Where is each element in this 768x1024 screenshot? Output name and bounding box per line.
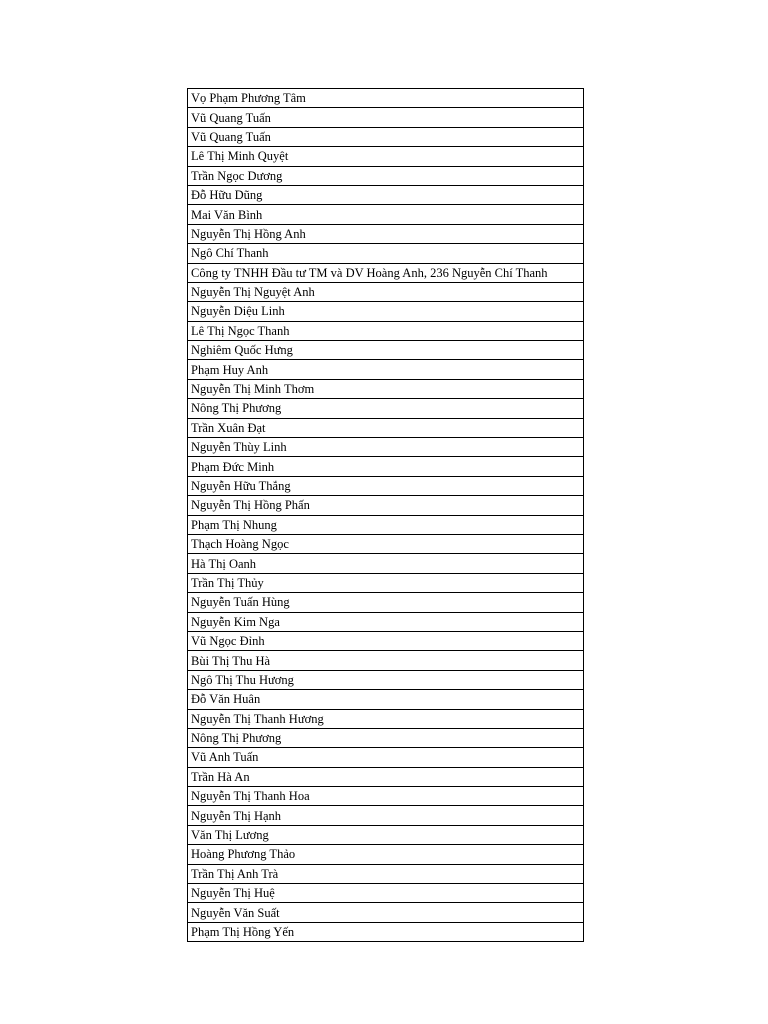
name-cell: Thạch Hoàng Ngọc bbox=[188, 534, 584, 553]
table-row bbox=[188, 360, 584, 379]
name-cell: Nguyễn Thị Thanh Hương bbox=[188, 709, 584, 728]
name-cell: Phạm Đức Minh bbox=[188, 457, 584, 476]
table-row bbox=[188, 670, 584, 689]
table-row bbox=[188, 321, 584, 340]
table-row bbox=[188, 651, 584, 670]
table-row bbox=[188, 302, 584, 321]
table-row bbox=[188, 922, 584, 941]
name-cell: Vũ Ngọc Đỉnh bbox=[188, 631, 584, 650]
name-cell: Đỗ Văn Huân bbox=[188, 690, 584, 709]
name-cell: Nguyễn Thị Thanh Hoa bbox=[188, 787, 584, 806]
name-cell: Hà Thị Oanh bbox=[188, 554, 584, 573]
table-row bbox=[188, 690, 584, 709]
table-row bbox=[188, 534, 584, 553]
name-cell: Nguyễn Thị Hồng Phấn bbox=[188, 496, 584, 515]
table-row bbox=[188, 438, 584, 457]
name-cell: Nguyễn Diệu Linh bbox=[188, 302, 584, 321]
table-row bbox=[188, 884, 584, 903]
table-row bbox=[188, 767, 584, 786]
name-cell: Văn Thị Lương bbox=[188, 825, 584, 844]
table-row bbox=[188, 89, 584, 108]
name-cell: Nông Thị Phương bbox=[188, 399, 584, 418]
table-row bbox=[188, 263, 584, 282]
table-row bbox=[188, 806, 584, 825]
table-row bbox=[188, 205, 584, 224]
table-row bbox=[188, 593, 584, 612]
table-row bbox=[188, 631, 584, 650]
table-row bbox=[188, 127, 584, 146]
table-row bbox=[188, 282, 584, 301]
name-cell: Vũ Quang Tuấn bbox=[188, 127, 584, 146]
name-cell: Nguyễn Thị Hồng Anh bbox=[188, 224, 584, 243]
table-row bbox=[188, 612, 584, 631]
name-cell: Ngô Chí Thanh bbox=[188, 244, 584, 263]
table-row bbox=[188, 903, 584, 922]
name-cell: Trần Xuân Đạt bbox=[188, 418, 584, 437]
name-cell: Vũ Anh Tuấn bbox=[188, 748, 584, 767]
table-row bbox=[188, 864, 584, 883]
name-cell: Công ty TNHH Đầu tư TM và DV Hoàng Anh, 236 Nguyễn Chí Thanh bbox=[188, 263, 584, 282]
name-cell: Nông Thị Phương bbox=[188, 728, 584, 747]
name-cell: Trần Ngọc Dương bbox=[188, 166, 584, 185]
name-cell: Trần Thị Thủy bbox=[188, 573, 584, 592]
table-row bbox=[188, 845, 584, 864]
name-cell: Lê Thị Ngọc Thanh bbox=[188, 321, 584, 340]
name-cell: Đỗ Hữu Dũng bbox=[188, 185, 584, 204]
name-cell: Lê Thị Minh Quyệt bbox=[188, 147, 584, 166]
table-row bbox=[188, 573, 584, 592]
table-row bbox=[188, 379, 584, 398]
name-cell: Nguyễn Thị Nguyệt Anh bbox=[188, 282, 584, 301]
name-cell: Phạm Huy Anh bbox=[188, 360, 584, 379]
name-cell: Nguyễn Kim Nga bbox=[188, 612, 584, 631]
table-row bbox=[188, 418, 584, 437]
table-row bbox=[188, 244, 584, 263]
name-cell: Vũ Quang Tuấn bbox=[188, 108, 584, 127]
name-cell: Nguyễn Thị Minh Thơm bbox=[188, 379, 584, 398]
table-row bbox=[188, 341, 584, 360]
table-row bbox=[188, 147, 584, 166]
table-row bbox=[188, 515, 584, 534]
name-cell: Phạm Thị Nhung bbox=[188, 515, 584, 534]
name-cell: Mai Văn Bình bbox=[188, 205, 584, 224]
name-cell: Nguyễn Thị Hạnh bbox=[188, 806, 584, 825]
name-cell: Phạm Thị Hồng Yến bbox=[188, 922, 584, 941]
table-row bbox=[188, 476, 584, 495]
table-row bbox=[188, 185, 584, 204]
name-cell: Trần Thị Anh Trà bbox=[188, 864, 584, 883]
name-cell: Nghiêm Quốc Hưng bbox=[188, 341, 584, 360]
table-row bbox=[188, 554, 584, 573]
table-row bbox=[188, 748, 584, 767]
table-row bbox=[188, 825, 584, 844]
table-row bbox=[188, 496, 584, 515]
name-cell: Ngô Thị Thu Hương bbox=[188, 670, 584, 689]
name-cell: Nguyễn Văn Suất bbox=[188, 903, 584, 922]
name-cell: Nguyễn Hữu Thắng bbox=[188, 476, 584, 495]
table-row bbox=[188, 728, 584, 747]
name-cell: Hoàng Phương Thảo bbox=[188, 845, 584, 864]
name-cell: Nguyễn Thùy Linh bbox=[188, 438, 584, 457]
table-row bbox=[188, 166, 584, 185]
table-row bbox=[188, 457, 584, 476]
table-row bbox=[188, 787, 584, 806]
table-row bbox=[188, 108, 584, 127]
table-row bbox=[188, 399, 584, 418]
name-cell: Vọ Phạm Phương Tâm bbox=[188, 89, 584, 108]
name-cell: Bùi Thị Thu Hà bbox=[188, 651, 584, 670]
table-row bbox=[188, 709, 584, 728]
name-cell: Nguyễn Tuấn Hùng bbox=[188, 593, 584, 612]
name-cell: Trần Hà An bbox=[188, 767, 584, 786]
names-table bbox=[187, 88, 584, 942]
name-cell: Nguyễn Thị Huệ bbox=[188, 884, 584, 903]
table-row bbox=[188, 224, 584, 243]
names-table-body bbox=[188, 89, 584, 942]
